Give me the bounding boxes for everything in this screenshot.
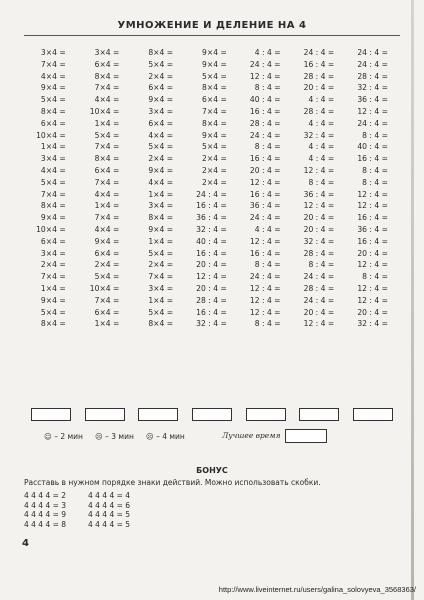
exercise-item: 16 : 4 = <box>196 201 227 211</box>
exercise-item: 8×4 = <box>94 154 120 164</box>
exercise-item: 12 : 4 = <box>249 236 281 246</box>
exercise-item: 4 : 4 = <box>308 142 335 152</box>
exercise-item: 4 : 4 = <box>308 154 335 164</box>
exercise-item: 12 : 4 = <box>303 319 335 329</box>
exercise-item: 6×4 = <box>94 59 120 69</box>
exercise-item: 12 : 4 = <box>249 71 281 81</box>
exercise-item: 8 : 4 = <box>254 260 281 270</box>
exercise-item: 9×4 = <box>40 83 66 93</box>
time-entry-box[interactable] <box>31 408 71 421</box>
exercise-item: 28 : 4 = <box>196 295 227 305</box>
exercise-item: 4 : 4 = <box>254 224 281 234</box>
exercise-item: 20 : 4 = <box>303 213 335 223</box>
legend-fast: ☺ – 2 мин <box>44 432 83 441</box>
exercise-item: 3×4 = <box>94 48 120 57</box>
exercise-item: 4 : 4 = <box>308 118 335 128</box>
exercise-item: 10×4 = <box>89 283 120 293</box>
exercise-item: 12 : 4 = <box>249 283 281 293</box>
exercise-item: 7×4 = <box>40 59 66 69</box>
exercise-item: 9×4 = <box>148 165 174 175</box>
bonus-item: 4 4 4 4 = 8 <box>24 519 67 529</box>
page-edge <box>411 0 414 600</box>
exercise-item: 8 : 4 = <box>362 165 388 175</box>
exercise-item: 8 : 4 = <box>254 83 281 93</box>
exercise-item: 3×4 = <box>40 248 66 258</box>
exercise-item: 5×4 = <box>94 272 120 282</box>
exercise-item: 12 : 4 = <box>249 177 281 187</box>
exercise-item: 36 : 4 = <box>357 224 388 234</box>
exercise-item: 3×4 = <box>148 201 174 211</box>
exercise-item: 12 : 4 = <box>196 272 227 282</box>
best-time-label: Лучшее время <box>222 431 281 440</box>
time-entry-box[interactable] <box>85 408 125 421</box>
exercise-item: 9×4 = <box>202 59 227 69</box>
exercise-item: 10×4 = <box>36 130 66 140</box>
exercise-item: 24 : 4 = <box>357 118 388 128</box>
exercise-item: 7×4 = <box>94 83 120 93</box>
exercise-item: 3×4 = <box>40 154 66 164</box>
exercise-item: 5×4 = <box>40 307 66 317</box>
exercise-item: 8 : 4 = <box>308 260 335 270</box>
exercise-item: 6×4 = <box>148 83 174 93</box>
exercise-item: 1×4 = <box>94 118 120 128</box>
exercise-item: 16 : 4 = <box>249 248 281 258</box>
exercise-item: 1×4 = <box>40 283 66 293</box>
legend-medium: ☹ – 3 мин <box>94 432 134 441</box>
exercise-item: 8 : 4 = <box>308 177 335 187</box>
exercise-item: 32 : 4 = <box>196 224 227 234</box>
exercise-item: 12 : 4 = <box>303 165 335 175</box>
exercise-item: 1×4 = <box>94 201 120 211</box>
exercise-item: 5×4 = <box>40 177 66 187</box>
exercise-item: 20 : 4 = <box>357 307 388 317</box>
exercise-item: 16 : 4 = <box>196 307 227 317</box>
exercise-item: 5×4 = <box>148 142 174 152</box>
exercise-item: 16 : 4 = <box>249 189 281 199</box>
bonus-item: 4 4 4 4 = 5 <box>88 519 131 529</box>
exercise-item: 4×4 = <box>40 71 66 81</box>
exercise-column <box>24 47 78 330</box>
exercise-column <box>346 47 400 330</box>
exercise-item: 1×4 = <box>148 189 174 199</box>
exercise-item: 24 : 4 = <box>249 272 281 282</box>
exercise-item: 2×4 = <box>202 165 227 175</box>
exercise-item: 28 : 4 = <box>303 283 335 293</box>
exercise-item: 8 : 4 = <box>362 130 388 140</box>
exercise-item: 9×4 = <box>94 236 120 246</box>
exercise-item: 7×4 = <box>94 295 120 305</box>
answer-time-boxes <box>24 408 400 421</box>
exercise-item: 16 : 4 = <box>357 236 388 246</box>
exercise-item: 16 : 4 = <box>357 154 388 164</box>
exercise-item: 8×4 = <box>148 319 174 329</box>
exercise-item: 7×4 = <box>94 142 120 152</box>
exercise-item: 5×4 = <box>148 59 174 69</box>
exercise-item: 32 : 4 = <box>303 236 335 246</box>
exercise-item: 2×4 = <box>40 260 66 270</box>
exercise-item: 28 : 4 = <box>357 71 388 81</box>
time-entry-box[interactable] <box>353 408 393 421</box>
exercise-item: 5×4 = <box>202 142 227 152</box>
exercise-item: 4×4 = <box>148 177 174 187</box>
exercise-item: 24 : 4 = <box>357 48 388 57</box>
exercise-item: 12 : 4 = <box>357 295 388 305</box>
exercise-item: 20 : 4 = <box>196 283 227 293</box>
bonus-instruction: Расставь в нужном порядке знаки действий. Можно использовать скобки. <box>24 478 321 487</box>
legend-slow: ☹ – 4 мин <box>145 432 185 441</box>
exercise-item: 7×4 = <box>40 189 66 199</box>
exercise-item: 1×4 = <box>40 142 66 152</box>
exercise-item: 6×4 = <box>148 118 174 128</box>
exercise-item: 16 : 4 = <box>249 154 281 164</box>
exercise-item: 8×4 = <box>202 83 227 93</box>
exercise-item: 8×4 = <box>202 118 227 128</box>
exercise-item: 9×4 = <box>40 295 66 305</box>
exercise-item: 16 : 4 = <box>357 213 388 223</box>
bonus-item: 4 4 4 4 = 2 <box>24 491 67 500</box>
exercise-item: 20 : 4 = <box>303 224 335 234</box>
exercise-item: 7×4 = <box>40 272 66 282</box>
exercise-item: 20 : 4 = <box>303 83 335 93</box>
exercise-item: 12 : 4 = <box>357 189 388 199</box>
exercise-item: 4 : 4 = <box>254 48 281 57</box>
exercise-item: 8 : 4 = <box>254 319 281 329</box>
exercise-item: 4×4 = <box>94 95 120 105</box>
exercise-column <box>239 47 293 330</box>
source-url: http://www.liveinternet.ru/users/galina_solovyeva_3568363/ <box>218 585 416 594</box>
exercise-item: 8×4 = <box>94 71 120 81</box>
bonus-right-list <box>88 491 130 529</box>
exercise-item: 5×4 = <box>94 130 120 140</box>
exercise-item: 24 : 4 = <box>196 189 227 199</box>
best-time-box[interactable] <box>285 429 327 443</box>
exercise-item: 40 : 4 = <box>249 95 281 105</box>
exercise-column <box>293 47 347 330</box>
exercise-item: 20 : 4 = <box>249 165 281 175</box>
exercise-item: 8×4 = <box>40 319 66 329</box>
exercise-item: 40 : 4 = <box>196 236 227 246</box>
bonus-item: 4 4 4 4 = 5 <box>88 510 131 519</box>
exercise-item: 9×4 = <box>148 224 174 234</box>
exercise-column <box>131 47 185 330</box>
exercise-item: 7×4 = <box>94 213 120 223</box>
exercise-item: 20 : 4 = <box>196 260 227 270</box>
exercise-item: 3×4 = <box>40 48 66 57</box>
exercise-item: 7×4 = <box>148 272 174 282</box>
exercise-item: 10×4 = <box>89 106 120 116</box>
exercise-item: 4×4 = <box>40 165 66 175</box>
exercise-item: 24 : 4 = <box>303 295 335 305</box>
exercise-item: 1×4 = <box>148 295 174 305</box>
exercise-item: 24 : 4 = <box>303 48 335 57</box>
exercise-item: 1×4 = <box>148 236 174 246</box>
exercise-item: 9×4 = <box>148 95 174 105</box>
exercise-item: 8 : 4 = <box>362 272 388 282</box>
exercise-column <box>78 47 132 330</box>
bonus-item: 4 4 4 4 = 9 <box>24 510 67 519</box>
exercise-item: 28 : 4 = <box>303 248 335 258</box>
exercise-item: 20 : 4 = <box>303 307 335 317</box>
exercise-item: 10×4 = <box>36 224 66 234</box>
exercise-item: 24 : 4 = <box>357 59 388 69</box>
exercise-item: 32 : 4 = <box>357 83 388 93</box>
exercise-item: 8 : 4 = <box>362 177 388 187</box>
exercise-item: 4×4 = <box>94 189 120 199</box>
exercise-item: 36 : 4 = <box>357 95 388 105</box>
exercise-item: 6×4 = <box>94 165 120 175</box>
exercise-item: 4×4 = <box>148 130 174 140</box>
exercise-item: 40 : 4 = <box>357 142 388 152</box>
exercise-item: 2×4 = <box>94 260 120 270</box>
exercise-item: 3×4 = <box>148 106 174 116</box>
exercise-item: 3×4 = <box>148 283 174 293</box>
time-legend <box>44 432 185 441</box>
exercise-item: 9×4 = <box>40 213 66 223</box>
exercise-item: 32 : 4 = <box>357 319 388 329</box>
exercise-item: 5×4 = <box>40 95 66 105</box>
bonus-item: 4 4 4 4 = 4 <box>88 491 131 500</box>
exercise-item: 20 : 4 = <box>357 248 388 258</box>
bonus-title: БОНУС <box>196 466 228 475</box>
exercise-item: 6×4 = <box>40 118 66 128</box>
exercise-item: 24 : 4 = <box>303 272 335 282</box>
exercise-item: 1×4 = <box>94 319 120 329</box>
exercise-item: 6×4 = <box>202 95 227 105</box>
page-title: УМНОЖЕНИЕ И ДЕЛЕНИЕ НА 4 <box>117 20 307 31</box>
exercise-item: 12 : 4 = <box>357 106 388 116</box>
exercise-item: 2×4 = <box>202 177 227 187</box>
title-divider <box>24 35 400 36</box>
exercise-item: 5×4 = <box>148 248 174 258</box>
exercise-item: 12 : 4 = <box>249 307 281 317</box>
exercise-item: 32 : 4 = <box>196 319 227 329</box>
exercise-item: 8×4 = <box>40 201 66 211</box>
exercise-item: 2×4 = <box>148 260 174 270</box>
exercise-item: 16 : 4 = <box>303 59 335 69</box>
exercise-item: 8×4 = <box>40 106 66 116</box>
exercise-item: 24 : 4 = <box>249 130 281 140</box>
exercise-item: 5×4 = <box>202 71 227 81</box>
exercise-item: 24 : 4 = <box>249 213 281 223</box>
exercise-item: 4 : 4 = <box>308 95 335 105</box>
time-entry-box[interactable] <box>246 408 286 421</box>
exercise-grid <box>24 47 400 330</box>
exercise-item: 8×4 = <box>148 213 174 223</box>
exercise-item: 24 : 4 = <box>249 59 281 69</box>
exercise-item: 12 : 4 = <box>249 295 281 305</box>
exercise-item: 4×4 = <box>94 224 120 234</box>
exercise-item: 32 : 4 = <box>303 130 335 140</box>
exercise-item: 7×4 = <box>94 177 120 187</box>
exercise-item: 9×4 = <box>202 48 227 57</box>
exercise-item: 9×4 = <box>202 130 227 140</box>
exercise-item: 2×4 = <box>148 71 174 81</box>
exercise-item: 2×4 = <box>148 154 174 164</box>
exercise-item: 12 : 4 = <box>303 201 335 211</box>
bonus-item: 4 4 4 4 = 6 <box>88 500 131 510</box>
exercise-item: 36 : 4 = <box>303 189 335 199</box>
exercise-item: 28 : 4 = <box>303 71 335 81</box>
exercise-item: 2×4 = <box>202 154 227 164</box>
time-entry-box[interactable] <box>299 408 339 421</box>
exercise-item: 6×4 = <box>94 248 120 258</box>
time-entry-box[interactable] <box>138 408 178 421</box>
exercise-item: 6×4 = <box>40 236 66 246</box>
time-entry-box[interactable] <box>192 408 232 421</box>
exercise-item: 8 : 4 = <box>254 142 281 152</box>
exercise-item: 12 : 4 = <box>357 283 388 293</box>
exercise-item: 16 : 4 = <box>249 106 281 116</box>
exercise-item: 36 : 4 = <box>196 213 227 223</box>
exercise-item: 6×4 = <box>94 307 120 317</box>
exercise-item: 28 : 4 = <box>249 118 281 128</box>
exercise-item: 8×4 = <box>148 48 174 57</box>
exercise-item: 5×4 = <box>148 307 174 317</box>
exercise-item: 7×4 = <box>202 106 227 116</box>
exercise-item: 16 : 4 = <box>196 248 227 258</box>
exercise-item: 12 : 4 = <box>357 201 388 211</box>
bonus-left-list <box>24 491 66 529</box>
exercise-item: 12 : 4 = <box>357 260 388 270</box>
exercise-column <box>185 47 239 330</box>
exercise-item: 36 : 4 = <box>249 201 281 211</box>
exercise-item: 28 : 4 = <box>303 106 335 116</box>
bonus-item: 4 4 4 4 = 3 <box>24 500 67 510</box>
page-number: 4 <box>22 538 29 549</box>
